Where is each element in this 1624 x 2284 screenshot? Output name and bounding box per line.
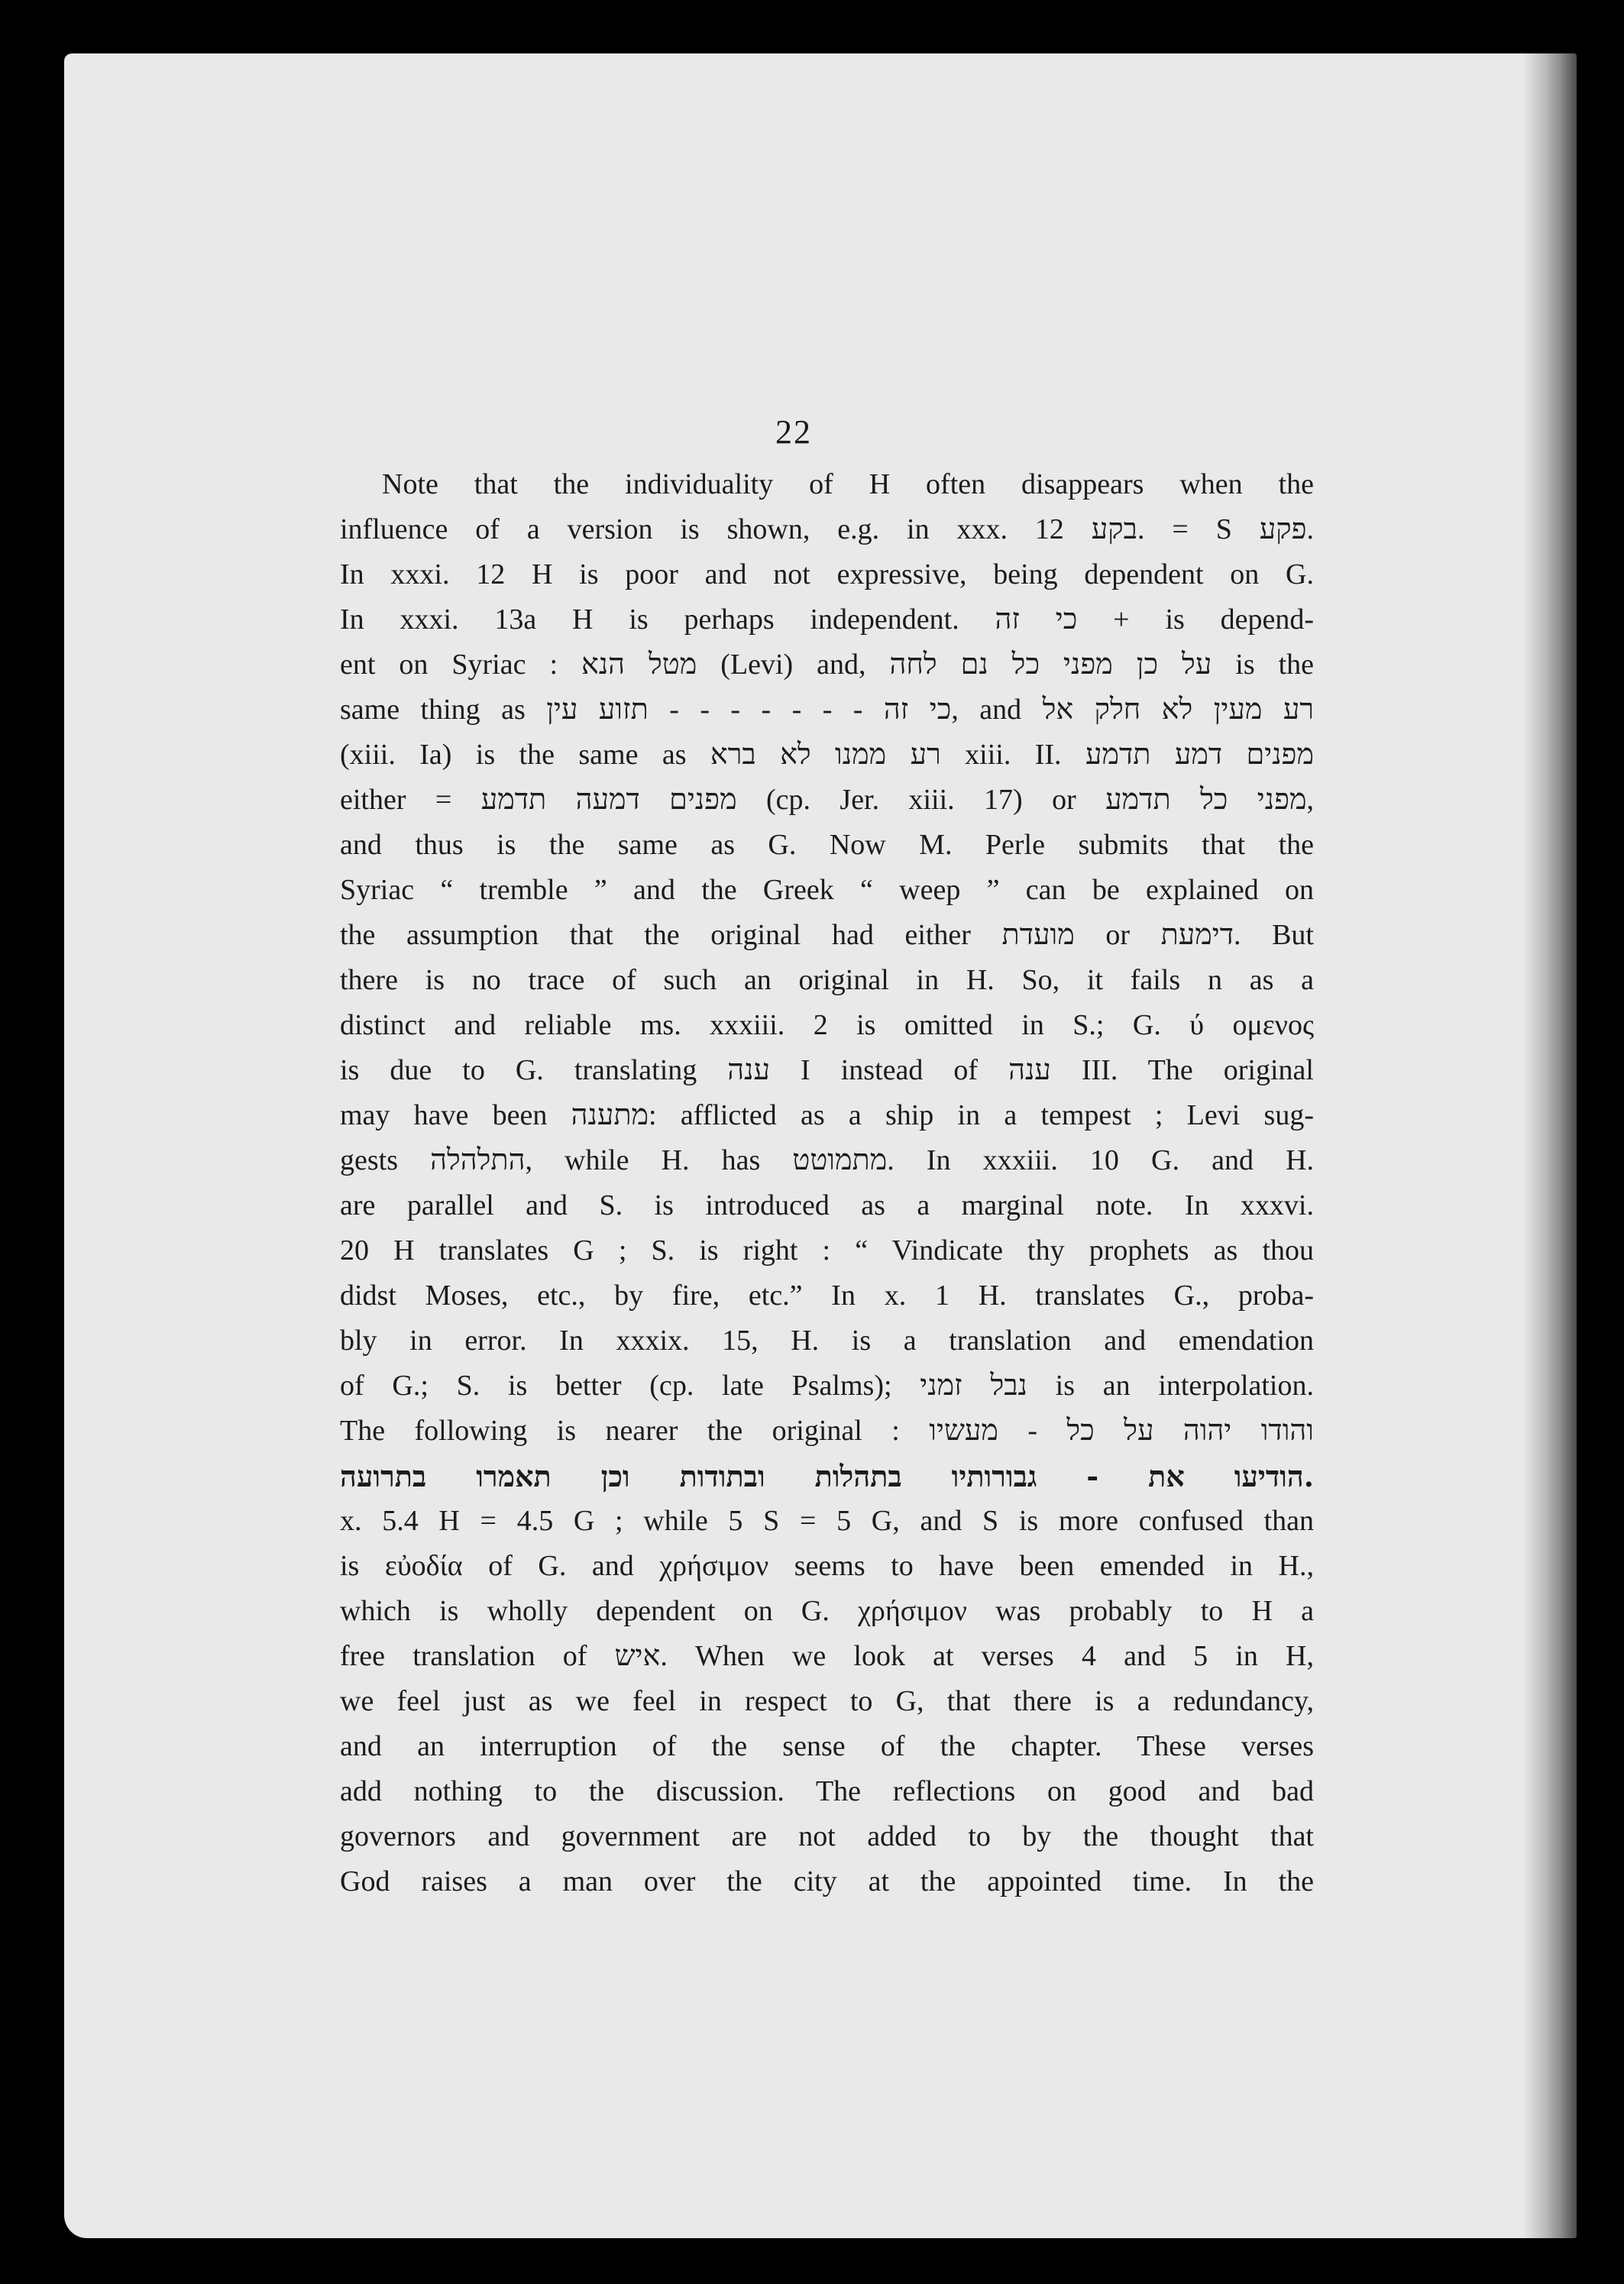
text-line: add nothing to the discussion. The reflections on good and bad	[340, 1775, 1314, 1807]
text-line: didst Moses, etc., by fire, etc.” In x. 1 H. translates G., proba-	[340, 1279, 1314, 1312]
text-line-hebrew: הודיעו את - גבורותיו בתהלות ובתודות וכן תאמרו בתרועה.	[340, 1459, 1314, 1493]
text-line: the assumption that the original had either מועדת or דימעת. But	[340, 919, 1314, 951]
text-line: 20 H translates G ; S. is right : “ Vindicate thy prophets as thou	[340, 1234, 1314, 1267]
text-line: are parallel and S. is introduced as a marginal note. In xxxvi.	[340, 1189, 1314, 1221]
text-line: same thing as כי זה - - - - - - - תזוע עין, and רע מעין לא חלק אל	[340, 694, 1314, 726]
text-line: free translation of איש. When we look at verses 4 and 5 in H,	[340, 1640, 1314, 1672]
text-line: ent on Syriac : מטל הנא (Levi) and, על כן מפני כל נם לחה is the	[340, 649, 1314, 681]
text-line: (xiii. Ia) is the same as רע ממנו לא ברא xiii. II. מפנים דמע תדמע	[340, 739, 1314, 771]
text-line: governors and government are not added to by the thought that	[340, 1820, 1314, 1852]
text-line: we feel just as we feel in respect to G, that there is a redundancy,	[340, 1685, 1314, 1717]
text-line: gests התלהלה, while H. has מתמוטט. In xxxiii. 10 G. and H.	[340, 1144, 1314, 1176]
text-line: x. 5.4 H = 4.5 G ; while 5 S = 5 G, and S is more confused than	[340, 1505, 1314, 1537]
body-text	[340, 462, 1314, 1904]
page-edge-shadow	[1523, 53, 1577, 2238]
text-line: and thus is the same as G. Now M. Perle submits that the	[340, 829, 1314, 861]
text-line: of G.; S. is better (cp. late Psalms); נבל זמני is an interpolation.	[340, 1370, 1314, 1402]
text-line: influence of a version is shown, e.g. in xxx. 12 בקע. = S פקע.	[340, 513, 1314, 545]
text-line: there is no trace of such an original in H. So, it fails n as a	[340, 964, 1314, 996]
text-line: may have been מתענה: afflicted as a ship in a tempest ; Levi sug-	[340, 1099, 1314, 1131]
text-line: which is wholly dependent on G. χρήσιμον was probably to H a	[340, 1595, 1314, 1627]
page-number: 22	[775, 413, 812, 451]
text-line: and an interruption of the sense of the chapter. These verses	[340, 1730, 1314, 1762]
text-line: In xxxi. 13a H is perhaps independent. כי זה + is depend-	[340, 603, 1314, 636]
text-line: is due to G. translating ענה I instead of ענה III. The original	[340, 1054, 1314, 1086]
text-line: Syriac “ tremble ” and the Greek “ weep ” can be explained on	[340, 874, 1314, 906]
text-line: Note that the individuality of H often disappears when the	[382, 468, 1314, 500]
text-line: In xxxi. 12 H is poor and not expressive, being dependent on G.	[340, 558, 1314, 590]
text-line: distinct and reliable ms. xxxiii. 2 is omitted in S.; G. ύ ομενος	[340, 1009, 1314, 1041]
text-line: either = מפנים דמעה תדמע (cp. Jer. xiii. 17) or מפני כל תדמע,	[340, 784, 1314, 816]
text-line: is εὐοδία of G. and χρήσιμον seems to have been emended in H.,	[340, 1550, 1314, 1582]
text-line: The following is nearer the original : והודו יהוה על כל - מעשיו	[340, 1415, 1314, 1447]
text-line: bly in error. In xxxix. 15, H. is a translation and emendation	[340, 1325, 1314, 1357]
text-line: God raises a man over the city at the appointed time. In the	[340, 1865, 1314, 1897]
